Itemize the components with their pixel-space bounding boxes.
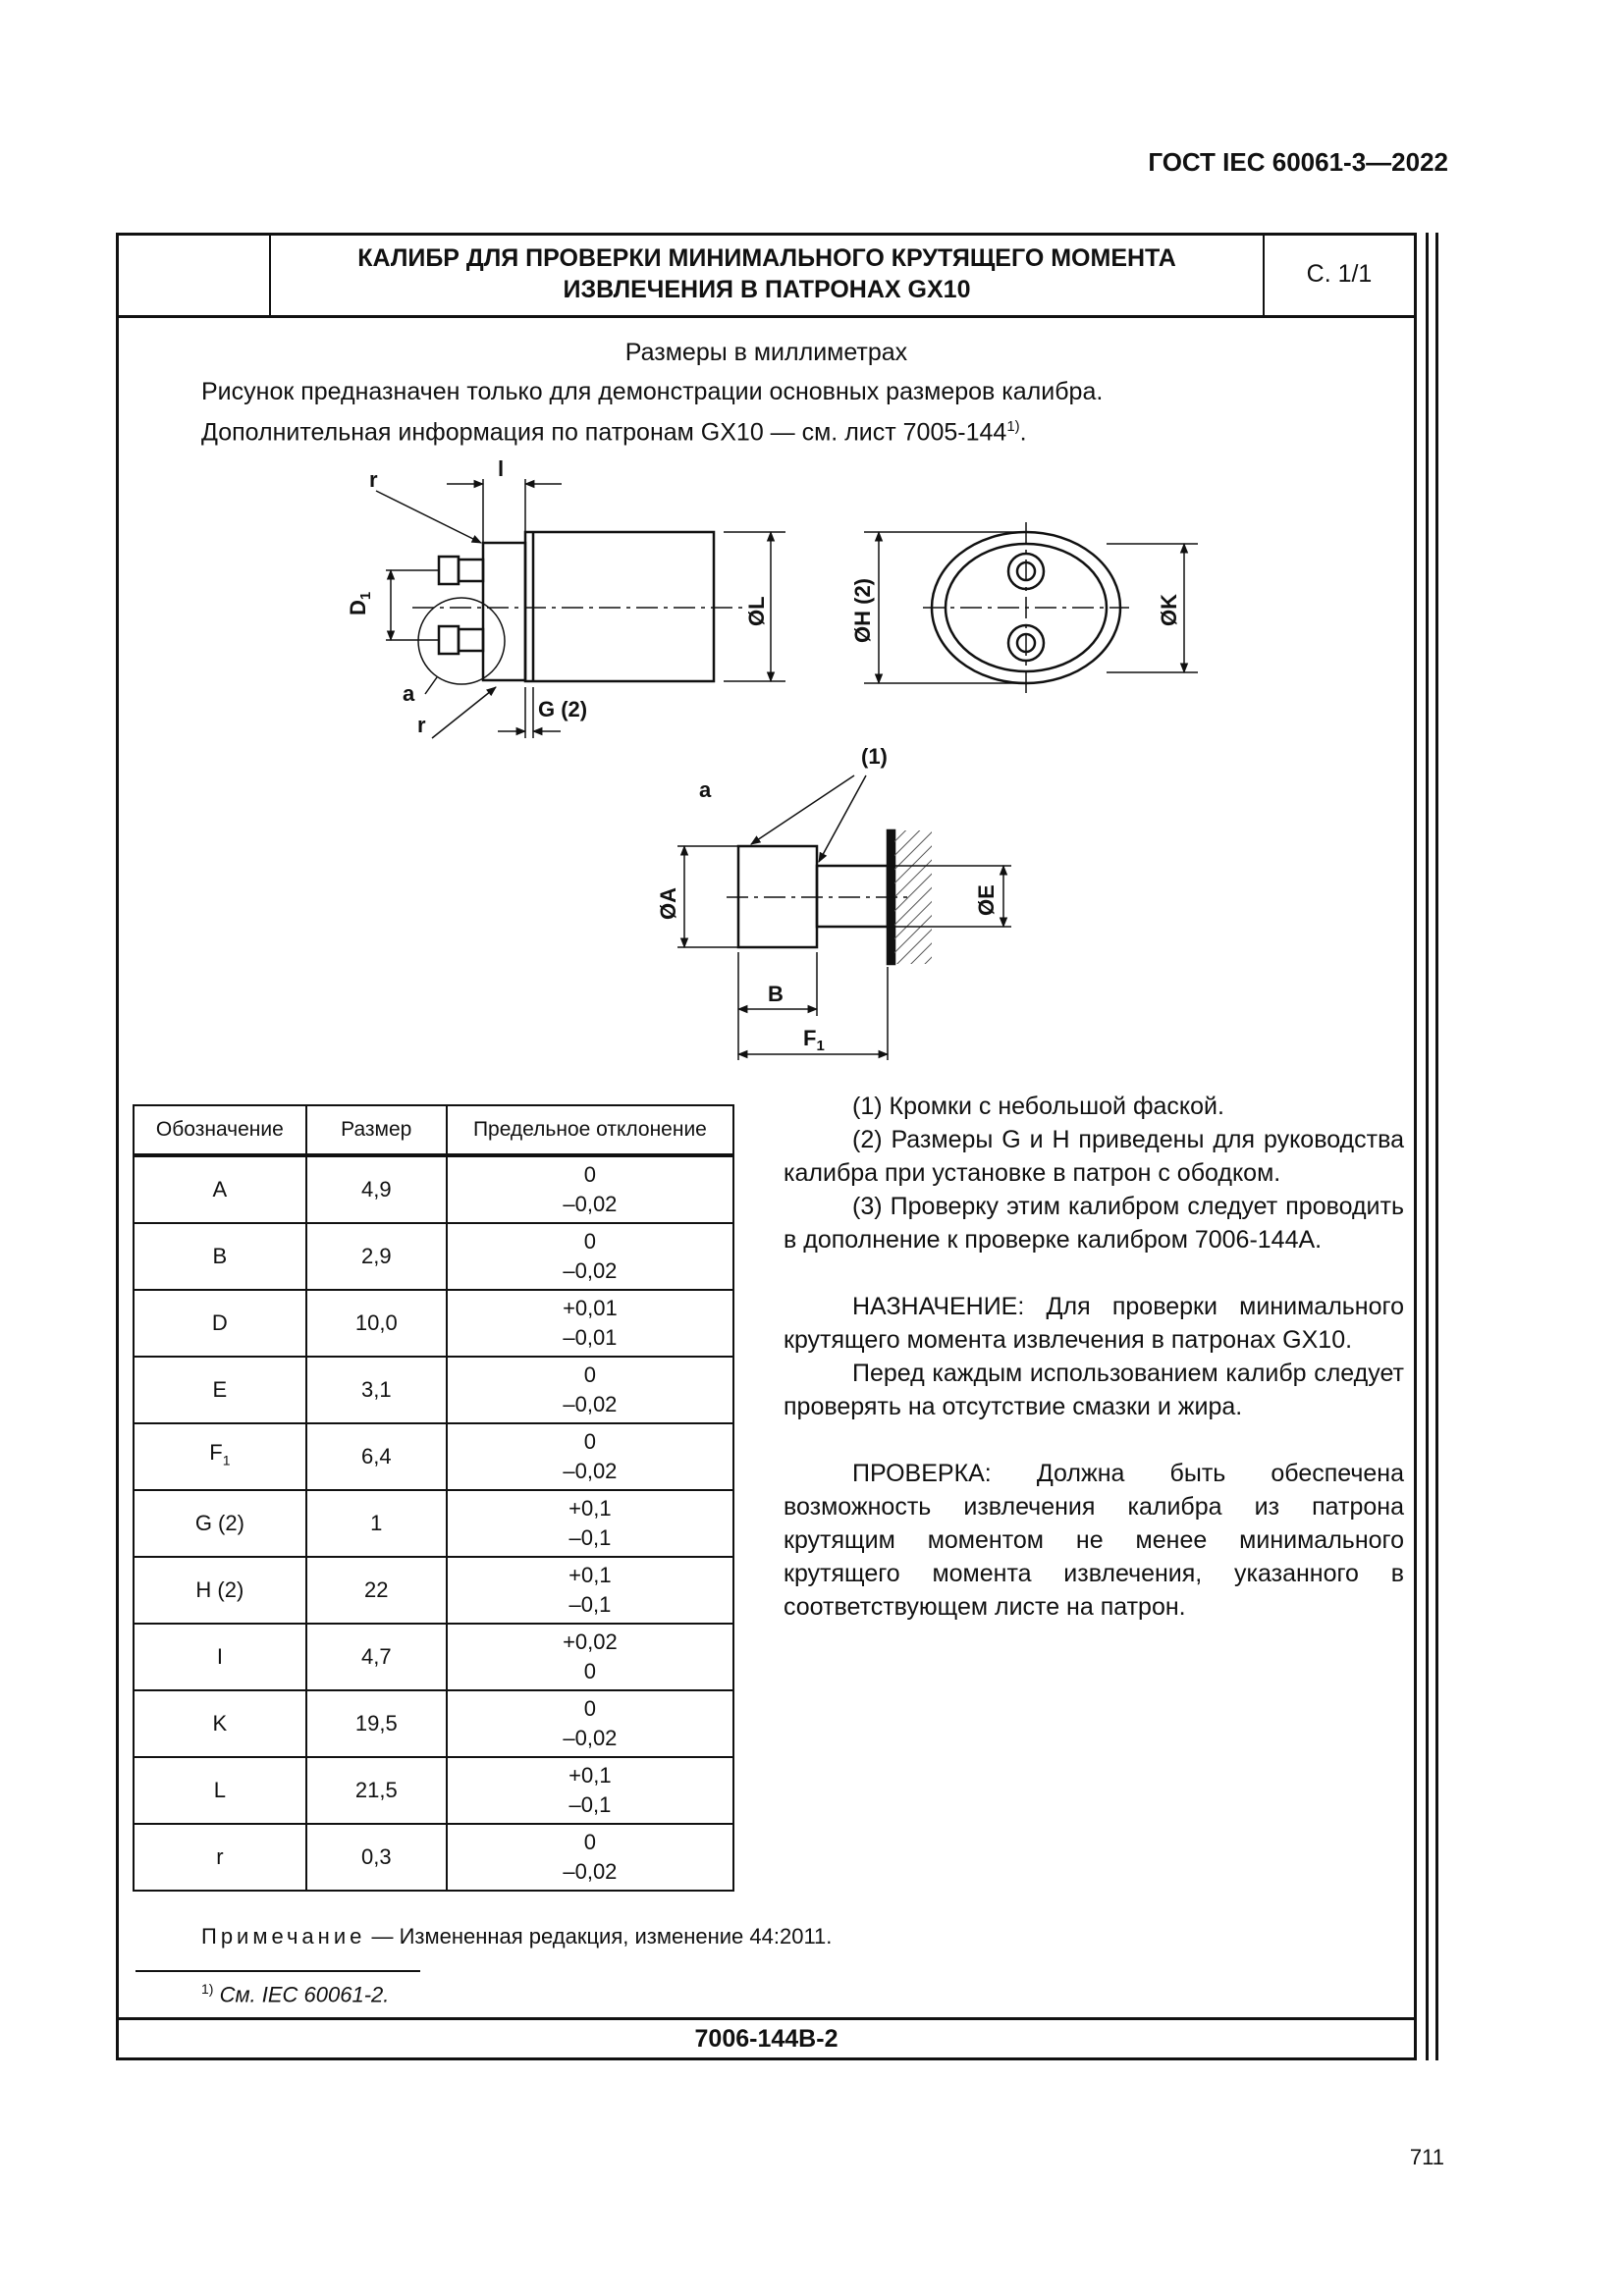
cell-size: 21,5 bbox=[306, 1757, 447, 1824]
note-3: (3) Проверку этим калибром следует проводить в дополнение к проверке калибром 7006-144A. bbox=[784, 1193, 1404, 1254]
remark-text: — Измененная редакция, изменение 44:2011. bbox=[365, 1924, 833, 1949]
sheet-index: С. 1/1 bbox=[1306, 259, 1373, 288]
cell-tolerance bbox=[447, 1824, 733, 1891]
footnote-text: См. IEC 60061-2. bbox=[213, 1982, 390, 2007]
dimensions-table bbox=[133, 1104, 734, 1892]
tol-lower: –0,01 bbox=[563, 1325, 618, 1350]
tol-lower: –0,02 bbox=[563, 1192, 618, 1216]
label-f1-text: F bbox=[803, 1026, 817, 1050]
cell-size: 3,1 bbox=[306, 1357, 447, 1423]
standard-code: ГОСТ IEC 60061-3—2022 bbox=[1148, 147, 1448, 177]
label-l: l bbox=[498, 456, 505, 481]
gauge-flange bbox=[483, 543, 525, 680]
check-text: ПРОВЕРКА: Должна быть обеспечена возможность извлечения калибра из патрона крутящим моментом не менее минимального крутящего момента извлечения, указанного в соответствующем листе на патрон. bbox=[784, 1460, 1404, 1621]
cell-symbol: G (2) bbox=[134, 1490, 306, 1557]
cell-size: 19,5 bbox=[306, 1690, 447, 1757]
tol-upper: +0,1 bbox=[568, 1563, 612, 1587]
cell-tolerance bbox=[447, 1490, 733, 1557]
table-row bbox=[134, 1490, 733, 1557]
tol-upper: +0,1 bbox=[568, 1763, 612, 1788]
table-row bbox=[134, 1824, 733, 1891]
before-use-text: Перед каждым использованием калибр следует проверять на отсутствие смазки и жира. bbox=[784, 1360, 1404, 1420]
cell-tolerance bbox=[447, 1155, 733, 1223]
tol-lower: 0 bbox=[583, 1659, 597, 1683]
cell-symbol: L bbox=[134, 1757, 306, 1824]
label-a-detail: a bbox=[699, 777, 712, 802]
table-row bbox=[134, 1423, 733, 1490]
tol-upper: 0 bbox=[583, 1162, 597, 1187]
header-symbol: Обозначение bbox=[134, 1105, 306, 1155]
remark-label: Примечание bbox=[201, 1924, 366, 1949]
table-row bbox=[134, 1290, 733, 1357]
cell-size: 6,4 bbox=[306, 1423, 447, 1490]
table-row bbox=[134, 1155, 733, 1223]
tol-lower: –0,02 bbox=[563, 1859, 618, 1884]
header-size: Размер bbox=[306, 1105, 447, 1155]
label-b: B bbox=[768, 982, 784, 1006]
label-f1 bbox=[803, 1026, 825, 1054]
label-a-left: a bbox=[403, 681, 415, 706]
cell-symbol: B bbox=[134, 1223, 306, 1290]
end-view bbox=[864, 522, 1198, 693]
label-callout-1: (1) bbox=[861, 744, 888, 769]
tol-upper: 0 bbox=[583, 1229, 597, 1254]
remark bbox=[201, 1924, 832, 1949]
table-row bbox=[134, 1624, 733, 1690]
table-row bbox=[134, 1223, 733, 1290]
tol-upper: 0 bbox=[583, 1362, 597, 1387]
tol-upper: +0,01 bbox=[563, 1296, 618, 1320]
cell-tolerance bbox=[447, 1690, 733, 1757]
label-dia-l: ØL bbox=[744, 596, 769, 626]
label-dia-e: ØE bbox=[974, 884, 999, 916]
footnote-mark: 1) bbox=[201, 1981, 214, 1997]
label-dia-h2: ØH (2) bbox=[850, 578, 875, 643]
label-r-bottom: r bbox=[417, 713, 426, 737]
gauge-body bbox=[525, 532, 714, 681]
cell-symbol: r bbox=[134, 1824, 306, 1891]
intro-line-2-end: . bbox=[1019, 418, 1027, 447]
label-r-top: r bbox=[369, 467, 378, 492]
bottom-divider bbox=[116, 2017, 1417, 2020]
cell-symbol bbox=[134, 1423, 306, 1490]
tol-lower: –0,02 bbox=[563, 1258, 618, 1283]
header-tolerance: Предельное отклонение bbox=[447, 1105, 733, 1155]
label-dia-k: ØK bbox=[1157, 594, 1181, 626]
footnote-divider bbox=[135, 1970, 420, 1972]
cell-tolerance bbox=[447, 1624, 733, 1690]
cell-tolerance bbox=[447, 1423, 733, 1490]
cell-size: 1 bbox=[306, 1490, 447, 1557]
symbol-sub: 1 bbox=[222, 1452, 231, 1468]
purpose-text: НАЗНАЧЕНИЕ: Для проверки минимального крутящего момента извлечения в патронах GX10. bbox=[784, 1293, 1404, 1354]
cell-tolerance bbox=[447, 1223, 733, 1290]
footnote-ref: 1) bbox=[1006, 418, 1020, 435]
cell-symbol: E bbox=[134, 1357, 306, 1423]
cell-tolerance bbox=[447, 1357, 733, 1423]
tol-lower: –0,02 bbox=[563, 1726, 618, 1750]
tol-upper: 0 bbox=[583, 1696, 597, 1721]
cell-symbol: I bbox=[134, 1624, 306, 1690]
cell-symbol: K bbox=[134, 1690, 306, 1757]
intro-line-1: Рисунок предназначен только для демонстрации основных размеров калибра. bbox=[201, 378, 1104, 405]
cell-tolerance bbox=[447, 1757, 733, 1824]
tol-lower: –0,1 bbox=[568, 1792, 612, 1817]
label-d1-sub: 1 bbox=[357, 591, 374, 601]
tol-upper: +0,1 bbox=[568, 1496, 612, 1521]
intro-line-2-text: Дополнительная информация по патронам GX10 — см. лист 7005-144 bbox=[201, 418, 1007, 447]
sheet-code: 7006-144B-2 bbox=[694, 2025, 839, 2053]
label-g2: G (2) bbox=[538, 697, 588, 721]
cell-symbol: D bbox=[134, 1290, 306, 1357]
cell-size: 0,3 bbox=[306, 1824, 447, 1891]
cell-size: 2,9 bbox=[306, 1223, 447, 1290]
tol-upper: 0 bbox=[583, 1429, 597, 1454]
notes-block bbox=[784, 1090, 1404, 1624]
sheet-title: КАЛИБР ДЛЯ ПРОВЕРКИ МИНИМАЛЬНОГО КРУТЯЩЕГО МОМЕНТА ИЗВЛЕЧЕНИЯ В ПАТРОНАХ GX10 bbox=[271, 233, 1265, 315]
footnote bbox=[201, 1981, 389, 2007]
cell-symbol: H (2) bbox=[134, 1557, 306, 1624]
tol-lower: –0,02 bbox=[563, 1459, 618, 1483]
cell-size: 4,7 bbox=[306, 1624, 447, 1690]
table-header-row bbox=[134, 1105, 733, 1155]
symbol-main: F bbox=[209, 1440, 223, 1466]
cell-size: 10,0 bbox=[306, 1290, 447, 1357]
label-f1-sub: 1 bbox=[816, 1038, 825, 1054]
tol-lower: –0,1 bbox=[568, 1525, 612, 1550]
cell-symbol: A bbox=[134, 1155, 306, 1223]
table-row bbox=[134, 1357, 733, 1423]
note-1: (1) Кромки с небольшой фаской. bbox=[852, 1093, 1224, 1120]
tol-lower: –0,02 bbox=[563, 1392, 618, 1416]
cell-tolerance bbox=[447, 1557, 733, 1624]
tol-lower: –0,1 bbox=[568, 1592, 612, 1617]
tol-upper: 0 bbox=[583, 1830, 597, 1854]
label-d1 bbox=[346, 592, 374, 615]
page-number: 711 bbox=[1409, 2145, 1444, 2169]
cell-size: 22 bbox=[306, 1557, 447, 1624]
table-row bbox=[134, 1757, 733, 1824]
label-dia-a: ØA bbox=[656, 887, 680, 920]
dimensions-note: Размеры в миллиметрах bbox=[624, 339, 908, 366]
tol-upper: +0,02 bbox=[563, 1629, 618, 1654]
note-2: (2) Размеры G и H приведены для руководства калибра при установке в патрон с ободком. bbox=[784, 1126, 1404, 1187]
table-row bbox=[134, 1690, 733, 1757]
detail-view bbox=[677, 775, 1011, 1060]
cell-tolerance bbox=[447, 1290, 733, 1357]
table-row bbox=[134, 1557, 733, 1624]
label-d1-text: D bbox=[346, 600, 370, 615]
cell-size: 4,9 bbox=[306, 1155, 447, 1223]
